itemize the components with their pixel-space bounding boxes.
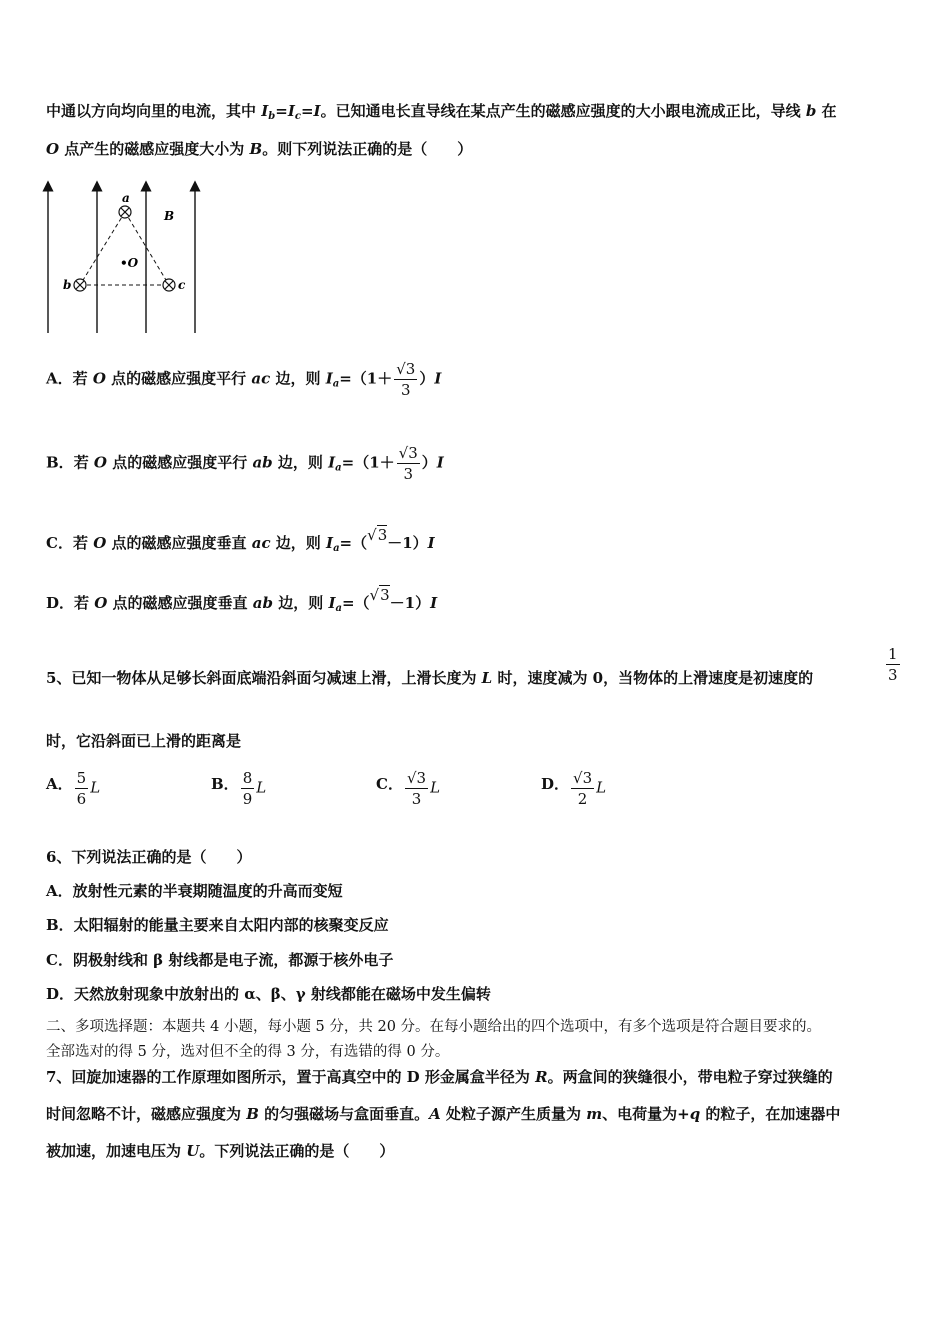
q4-magnetic-field-figure bbox=[38, 178, 208, 336]
fraction bbox=[75, 768, 89, 809]
var: I bbox=[325, 369, 333, 388]
fraction-denominator: 6 bbox=[76, 790, 87, 808]
var: R bbox=[535, 1068, 548, 1086]
q5-fraction-one-third bbox=[886, 644, 900, 685]
text: 。已知通电长直导线在某点产生的磁感应强度的大小跟电流成正比，导线 bbox=[320, 102, 806, 120]
q6-option-b: B．太阳辐射的能量主要来自太阳内部的核聚变反应 bbox=[46, 916, 389, 934]
var: I bbox=[434, 369, 442, 388]
q4-option-b bbox=[46, 443, 444, 484]
text: －1） bbox=[389, 594, 431, 612]
var: I bbox=[261, 102, 269, 120]
var: U bbox=[186, 1142, 200, 1160]
text: =（ bbox=[339, 534, 368, 552]
var: O bbox=[93, 534, 107, 552]
q6-option-a: A．放射性元素的半衰期随温度的升高而变短 bbox=[46, 882, 343, 900]
text: 边，则 bbox=[273, 594, 329, 612]
fraction bbox=[397, 443, 420, 484]
text: 中通以方向均向里的电流，其中 bbox=[46, 102, 262, 120]
q5-option-a bbox=[46, 768, 100, 809]
dashed-edge-ac bbox=[125, 212, 169, 285]
text: 点产生的磁感应强度大小为 bbox=[59, 140, 250, 158]
wire-a-icon bbox=[119, 206, 131, 218]
q5-option-d bbox=[541, 768, 606, 809]
fraction-numerator: 1 bbox=[888, 645, 898, 663]
fraction-numerator: √3 bbox=[398, 444, 418, 462]
text: =（ bbox=[341, 594, 370, 612]
q4-option-a bbox=[46, 359, 441, 400]
var: L bbox=[256, 778, 267, 797]
var: L bbox=[596, 778, 607, 797]
fraction-numerator: 5 bbox=[76, 769, 87, 787]
var: I bbox=[436, 453, 444, 472]
q4-stem-line1 bbox=[46, 101, 837, 127]
fraction bbox=[405, 768, 428, 809]
section2-heading-line1: 二、多项选择题：本题共 4 小题，每小题 5 分，共 20 分。在每小题给出的四个选项中，有多个选项是符合题目要求的。 bbox=[46, 1019, 822, 1035]
q5-option-c bbox=[376, 768, 440, 809]
q7-stem-line3 bbox=[46, 1141, 394, 1161]
wire-c-icon bbox=[163, 279, 175, 291]
radicand: 3 bbox=[380, 586, 390, 604]
var: B bbox=[249, 140, 263, 158]
var: I bbox=[430, 594, 438, 612]
var: I bbox=[287, 102, 295, 120]
option-letter: C． bbox=[376, 774, 403, 793]
label-field-b: B bbox=[164, 209, 175, 223]
fraction bbox=[571, 768, 594, 809]
text: 点的磁感应强度垂直 bbox=[106, 534, 252, 552]
sub: c bbox=[294, 111, 301, 122]
text: 7、回旋加速器的工作原理如图所示，置于高真空中的 D 形金属盒半径为 bbox=[46, 1068, 536, 1086]
sub: a bbox=[332, 378, 340, 390]
var: O bbox=[94, 594, 108, 612]
text: 时间忽略不计，磁感应强度为 bbox=[46, 1105, 247, 1123]
sqrt-expression bbox=[367, 526, 387, 544]
fraction-numerator: √3 bbox=[396, 360, 416, 378]
var: B bbox=[246, 1105, 259, 1123]
text: = bbox=[275, 102, 288, 120]
fraction bbox=[394, 359, 417, 400]
label-c: c bbox=[178, 278, 186, 292]
var: I bbox=[313, 102, 321, 120]
var: L bbox=[90, 778, 101, 797]
label-b: b bbox=[63, 278, 72, 292]
fraction-numerator: √3 bbox=[406, 769, 427, 787]
text: 5、已知一物体从足够长斜面底端沿斜面匀减速上滑，上滑长度为 bbox=[46, 669, 482, 687]
text: = bbox=[300, 102, 314, 120]
var: ab bbox=[252, 594, 273, 612]
q6-option-d: D．天然放射现象中放射出的 α、β、γ 射线都能在磁场中发生偏转 bbox=[46, 985, 491, 1003]
text: =（1＋ bbox=[341, 453, 395, 472]
q5-stem-line1 bbox=[46, 668, 813, 688]
var: O bbox=[46, 140, 60, 158]
q6-stem: 6、下列说法正确的是（ ） bbox=[46, 848, 252, 866]
sub: a bbox=[333, 543, 340, 554]
text: 边，则 bbox=[270, 369, 326, 388]
section2-heading-line2: 全部选对的得 5 分，选对但不全的得 3 分，有选错的得 0 分。 bbox=[46, 1044, 450, 1060]
var: b bbox=[805, 102, 817, 120]
fraction-denominator: 2 bbox=[577, 790, 588, 808]
text: 点的磁感应强度垂直 bbox=[107, 594, 253, 612]
q5-option-b bbox=[211, 768, 266, 809]
option-letter: D． bbox=[541, 774, 570, 793]
var: ab bbox=[252, 453, 273, 472]
var: I bbox=[326, 534, 334, 552]
text: 若 bbox=[72, 369, 93, 388]
text: 被加速，加速电压为 bbox=[46, 1142, 187, 1160]
text: 点的磁感应强度平行 bbox=[107, 453, 253, 472]
text: 点的磁感应强度平行 bbox=[105, 369, 252, 388]
var: O bbox=[93, 453, 107, 472]
fraction-denominator: 3 bbox=[403, 465, 413, 483]
option-letter: B． bbox=[211, 774, 239, 793]
fraction-denominator: 3 bbox=[401, 381, 411, 399]
option-letter: C． bbox=[46, 534, 73, 552]
text: ） bbox=[421, 453, 437, 472]
q6-option-c: C．阴极射线和 β 射线都是电子流，都源于核外电子 bbox=[46, 951, 394, 969]
var: I bbox=[328, 594, 336, 612]
sqrt-sign: √ bbox=[367, 526, 377, 544]
text: 。下列说法正确的是（ ） bbox=[199, 1142, 395, 1160]
q7-stem-line1 bbox=[46, 1067, 833, 1087]
dashed-edge-ab bbox=[80, 212, 125, 285]
sub: a bbox=[335, 603, 342, 614]
var: m bbox=[586, 1105, 603, 1123]
wire-b-icon bbox=[74, 279, 86, 291]
var: L bbox=[481, 669, 493, 687]
q4-option-c bbox=[46, 526, 435, 559]
text: ） bbox=[419, 369, 435, 388]
option-letter: A． bbox=[46, 369, 73, 388]
text: 的粒子，在加速器中 bbox=[700, 1105, 841, 1123]
fraction-numerator: 8 bbox=[242, 769, 253, 787]
text: 时，速度减为 0，当物体的上滑速度是初速度的 bbox=[492, 669, 814, 687]
text: =（1＋ bbox=[339, 369, 393, 388]
q7-stem-line2 bbox=[46, 1104, 840, 1124]
sqrt-sign: √ bbox=[369, 586, 380, 604]
text: 若 bbox=[74, 594, 95, 612]
sub: b bbox=[268, 111, 276, 122]
radicand: 3 bbox=[377, 526, 388, 544]
fraction-denominator: 3 bbox=[411, 790, 422, 808]
text: －1） bbox=[387, 534, 428, 552]
option-letter: B． bbox=[46, 453, 74, 472]
var: I bbox=[328, 453, 336, 472]
fraction-numerator: √3 bbox=[573, 769, 593, 787]
text: 。两盒间的狭缝很小，带电粒子穿过狭缝的 bbox=[547, 1068, 833, 1086]
text: 处粒子源产生质量为 bbox=[440, 1105, 587, 1123]
fraction bbox=[241, 768, 255, 809]
text: 边，则 bbox=[270, 534, 327, 552]
var: O bbox=[92, 369, 106, 388]
label-a: a bbox=[122, 191, 130, 205]
q5-stem-line2: 时，它沿斜面已上滑的距离是 bbox=[46, 732, 242, 750]
fraction-denominator: 9 bbox=[242, 790, 253, 808]
var: ac bbox=[251, 534, 271, 552]
option-letter: A． bbox=[46, 774, 73, 793]
text: 在 bbox=[816, 102, 837, 120]
q4-stem-line2 bbox=[46, 139, 472, 159]
text: 边，则 bbox=[272, 453, 329, 472]
var: L bbox=[430, 778, 441, 797]
var: q bbox=[689, 1105, 701, 1123]
option-letter: D． bbox=[46, 594, 75, 612]
text: 、电荷量为+ bbox=[602, 1105, 690, 1123]
sqrt-expression bbox=[370, 586, 390, 604]
text: 的匀强磁场与盒面垂直。 bbox=[258, 1105, 430, 1123]
text: 。则下列说法正确的是（ ） bbox=[262, 140, 473, 158]
text: 若 bbox=[73, 453, 94, 472]
fraction-denominator: 3 bbox=[888, 666, 898, 684]
sub: a bbox=[335, 462, 342, 474]
label-o: •O bbox=[120, 256, 139, 270]
var: A bbox=[429, 1105, 441, 1123]
var: ac bbox=[251, 369, 271, 388]
var: I bbox=[427, 534, 435, 552]
text: 若 bbox=[72, 534, 94, 552]
q4-option-d bbox=[46, 586, 438, 619]
